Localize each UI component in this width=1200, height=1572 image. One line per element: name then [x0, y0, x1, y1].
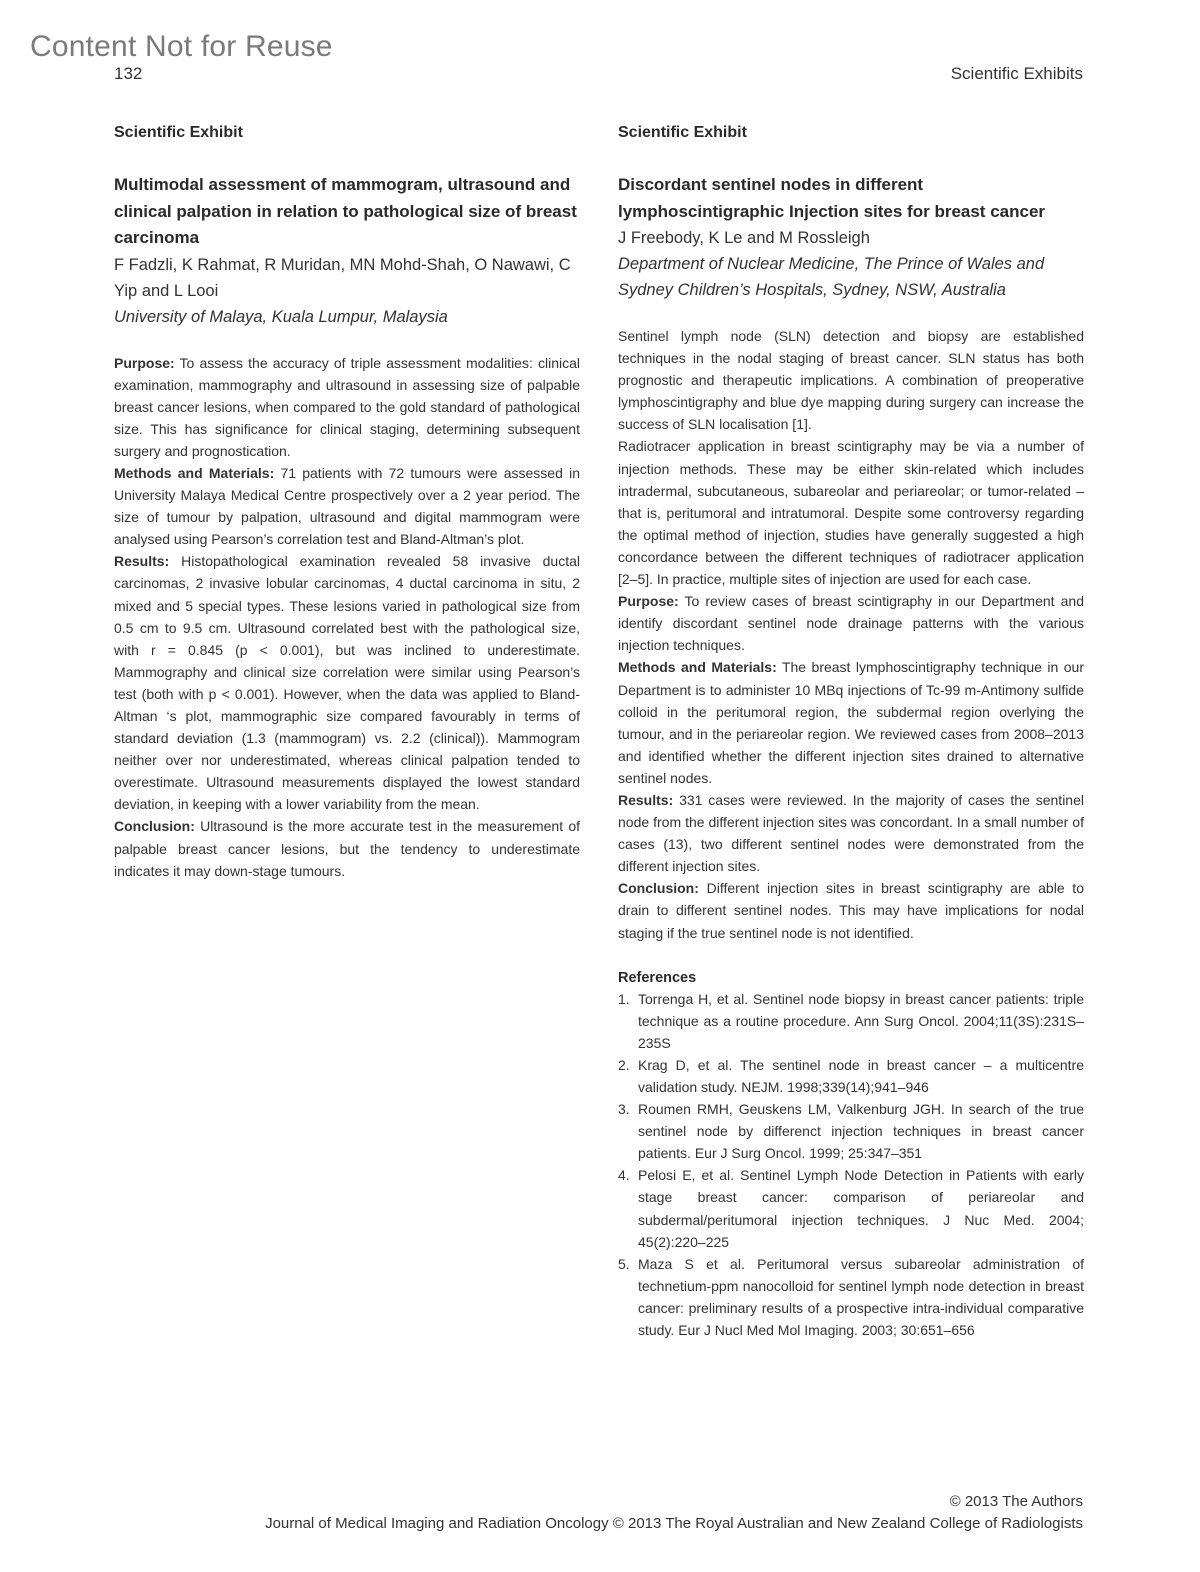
reference-number: 1. [618, 990, 630, 1007]
paragraph-text: Ultrasound is the more accurate test in the measurement of palpable breast cancer lesions, but the tendency to underestimate indicates it may down-stage tumours. [114, 818, 580, 879]
paragraph-lead: Methods and Materials: [618, 659, 777, 676]
abstract-purpose [114, 352, 580, 462]
abstract-conclusion [114, 815, 580, 881]
reference-text: Krag D, et al. The sentinel node in breast cancer – a multicentre validation study. NEJM. 1998;339(14);941–946 [638, 1056, 1084, 1095]
reference-item [618, 1054, 1084, 1098]
paragraph-lead: Purpose: [618, 593, 679, 610]
footer-journal: Journal of Medical Imaging and Radiation Oncology © 2013 The Royal Australian and New Zealand College of Radiologists [265, 1515, 1083, 1532]
paragraph-lead: Methods and Materials: [114, 464, 275, 481]
reference-number: 2. [618, 1056, 630, 1073]
left-article [114, 124, 580, 882]
page-number: 132 [114, 64, 143, 83]
paragraph-text: The breast lymphoscintigraphy technique in our Department is to administer 10 MBq injections of Tc-99 m-Antimony sulfide colloid in the peritumoral region, the subdermal region overlying the tumour, and in the periareolar region. We reviewed cases from 2008–2013 and identified whether the different injection sites drained to alternative sentinel nodes. [618, 659, 1084, 786]
paragraph-lead: Conclusion: [618, 880, 699, 897]
paragraph-lead: Results: [618, 791, 674, 808]
reference-number: 4. [618, 1167, 630, 1184]
paragraph-lead: Purpose: [114, 354, 175, 371]
reference-item [618, 1098, 1084, 1164]
reference-text: Torrenga H, et al. Sentinel node biopsy in breast cancer patients: triple technique as a routine procedure. Ann Surg Oncol. 2004;11(3S):231S–235S [638, 990, 1084, 1051]
intro-paragraph [618, 325, 1084, 435]
paragraph-text: Histopathological examination revealed 58 invasive ductal carcinomas, 2 invasive lobular carcinomas, 4 ductal carcinoma in situ, 2 mixed and 5 special types. These lesions varied in pathological size from 0.5 cm to 9.5 cm. Ultrasound correlated best with the pathological size, with r = 0.845 (p < 0.001), but was inclined to underestimate. Mammography and clinical size correlation were similar using Pearson’s test (both with p < 0.001). However, when the data was applied to Bland-Altman ‘s plot, mammographic size compared favourably in terms of standard deviation (1.3 (mammogram) vs. 2.2 (clinical)). Mammogram neither over nor underestimated, whereas clinical palpation tended to overestimate. Ultrasound measurements displayed the lowest standard deviation, in keeping with a lower variability from the mean. [114, 553, 580, 813]
paragraph-lead: Conclusion: [114, 818, 195, 835]
abstract-results [114, 550, 580, 815]
section-label: Scientific Exhibit [618, 124, 747, 141]
abstract-conclusion [618, 877, 1084, 943]
watermark: Content Not for Reuse [30, 30, 333, 63]
intro-paragraph [618, 435, 1084, 590]
paragraph-text: Different injection sites in breast scintigraphy are able to drain to different sentinel nodes. This may have implications for nodal staging if the true sentinel node is not identified. [618, 880, 1084, 941]
references-list [618, 988, 1084, 1342]
paragraph-lead: Results: [114, 553, 170, 570]
abstract-purpose [618, 590, 1084, 656]
reference-text: Roumen RMH, Geuskens LM, Valkenburg JGH. In search of the true sentinel node by differenct injection techniques in breast cancer patients. Eur J Surg Oncol. 1999; 25:347–351 [638, 1101, 1084, 1162]
paragraph-text: To review cases of breast scintigraphy in our Department and identify discordant sentinel node drainage patterns with the various injection techniques. [618, 593, 1084, 654]
paragraph-text: Sentinel lymph node (SLN) detection and biopsy are established techniques in the nodal staging of breast cancer. SLN status has both prognostic and therapeutic implications. A combination of preoperative lymphoscintigraphy and blue dye mapping during surgery can increase the success of SLN localisation [1]. [618, 328, 1084, 433]
reference-text: Maza S et al. Peritumoral versus subareolar administration of technetium-ppm nanocolloid for sentinel lymph node detection in breast cancer: preliminary results of a prospective intra-individual comparative study. Eur J Nucl Med Mol Imaging. 2003; 30:651–656 [638, 1255, 1084, 1339]
reference-number: 5. [618, 1255, 630, 1272]
abstract-methods [618, 656, 1084, 789]
reference-text: Pelosi E, et al. Sentinel Lymph Node Detection in Patients with early stage breast cancer: comparison of periareolar and subdermal/peritumoral injection techniques. J Nuc Med. 2004; 45(2):220–225 [638, 1167, 1084, 1250]
paragraph-text: To assess the accuracy of triple assessment modalities: clinical examination, mammography and ultrasound in assessing size of palpable breast cancer lesions, when compared to the gold standard of pathological size. This has significance for clinical staging, determining subsequent surgery and prognostication. [114, 354, 580, 459]
authors: F Fadzli, K Rahmat, R Muridan, MN Mohd-Shah, O Nawawi, C Yip and L Looi [114, 255, 571, 300]
article-title: Discordant sentinel nodes in different lymphoscintigraphic Injection sites for breast cancer [618, 175, 1046, 221]
reference-item [618, 1253, 1084, 1341]
footer-copyright: © 2013 The Authors [949, 1493, 1083, 1510]
section-label: Scientific Exhibit [114, 124, 243, 141]
abstract-methods [114, 462, 580, 550]
paragraph-text: 71 patients with 72 tumours were assessed in University Malaya Medical Centre prospectively over a 2 year period. The size of tumour by palpation, ultrasound and digital mammogram were analysed using Pearson’s correlation test and Bland-Altman’s plot. [114, 464, 580, 548]
running-head: Scientific Exhibits [950, 64, 1083, 83]
references-heading: References [618, 969, 697, 986]
abstract-results [618, 789, 1084, 877]
affiliation: University of Malaya, Kuala Lumpur, Malaysia [114, 307, 448, 326]
reference-number: 3. [618, 1101, 630, 1118]
affiliation: Department of Nuclear Medicine, The Prince of Wales and Sydney Children’s Hospitals, Sydney, NSW, Australia [618, 255, 1045, 299]
article-title: Multimodal assessment of mammogram, ultrasound and clinical palpation in relation to pathological size of breast carcinoma [114, 175, 577, 247]
authors: J Freebody, K Le and M Rossleigh [618, 229, 870, 247]
right-article [618, 124, 1084, 1341]
reference-item [618, 1164, 1084, 1252]
paragraph-text: Radiotracer application in breast scintigraphy may be via a number of injection methods. These may be either skin-related which includes intradermal, subcutaneous, subareolar and periareolar; or tumor-related – that is, peritumoral and intratumoral. Despite some controversy regarding the optimal method of injection, studies have generally suggested a high concordance between the different techniques of radiotracer application [2–5]. In practice, multiple sites of injection are used for each case. [618, 438, 1084, 588]
paragraph-text: 331 cases were reviewed. In the majority of cases the sentinel node from the different injection sites was concordant. In a small number of cases (13), two different sentinel nodes were demonstrated from the different injection sites. [618, 791, 1084, 875]
reference-item [618, 988, 1084, 1054]
